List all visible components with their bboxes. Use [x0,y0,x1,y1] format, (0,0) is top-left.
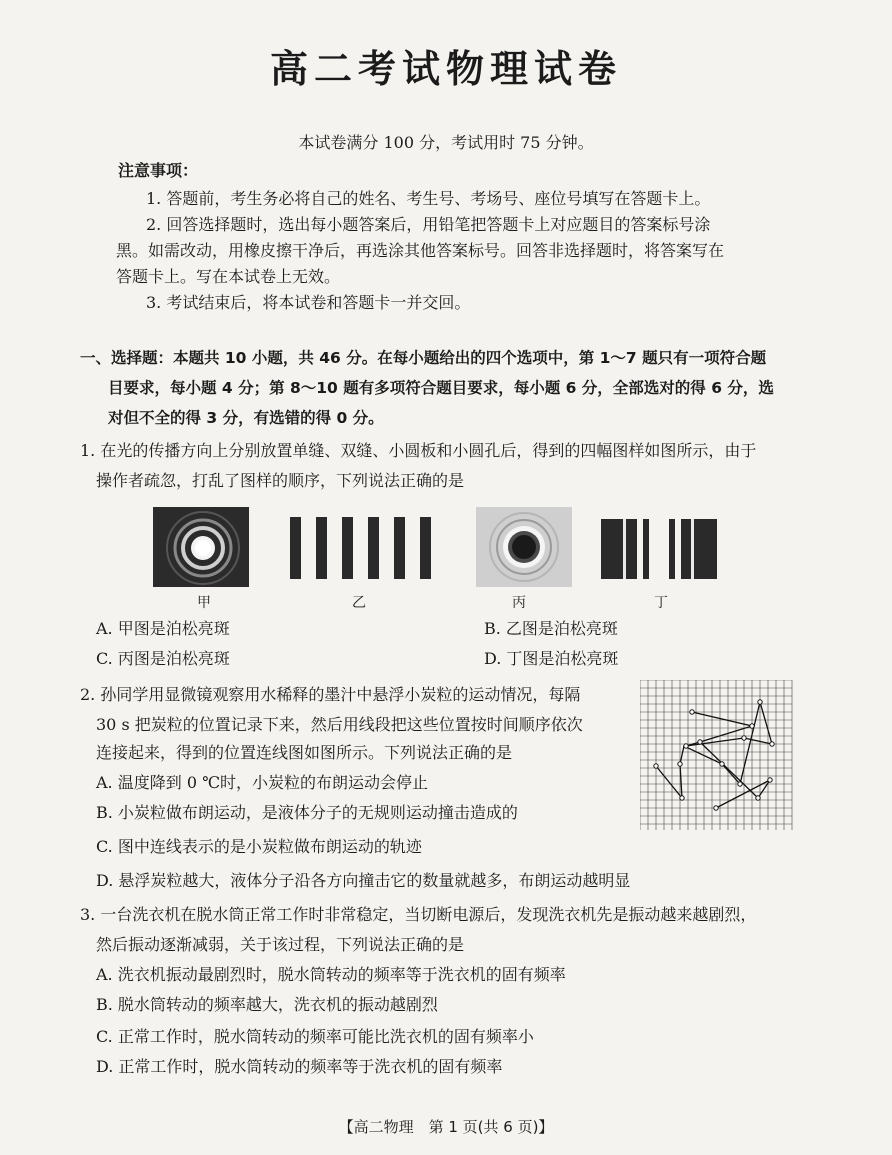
option-b: B. 脱水筒转动的频率越大，洗衣机的振动越剧烈 [96,995,438,1014]
option-a: A. 甲图是泊松亮斑 [96,619,230,638]
option-c: C. 图中连线表示的是小炭粒做布朗运动的轨迹 [96,837,422,856]
figure-label: 丙 [512,595,526,611]
option-a: A. 温度降到 0 ℃时，小炭粒的布朗运动会停止 [96,773,428,792]
question-stem: 然后振动逐渐减弱，关于该过程，下列说法正确的是 [96,935,465,954]
notice-line: 答题卡上。写在本试卷上无效。 [116,267,341,286]
diffraction-pattern-ding [601,519,717,579]
question-stem: 连接起来，得到的位置连线图如图所示。下列说法正确的是 [96,743,513,762]
option-b: B. 小炭粒做布朗运动，是液体分子的无规则运动撞击造成的 [96,803,518,822]
notice-line: 黑。如需改动，用橡皮擦干净后，再选涂其他答案标号。回答非选择题时，将答案写在 [116,241,725,260]
diffraction-pattern-jia [153,507,249,587]
diffraction-pattern-bing [476,507,572,587]
notice-line: 2. 回答选择题时，选出每小题答案后，用铅笔把答题卡上对应题目的答案标号涂 [146,215,711,234]
section-heading: 对但不全的得 3 分，有选错的得 0 分。 [108,409,384,427]
question-stem: 3. 一台洗衣机在脱水筒正常工作时非常稳定，当切断电源后，发现洗衣机先是振动越来越剧烈， [80,905,757,924]
notice-line: 3. 考试结束后，将本试卷和答题卡一并交回。 [146,293,471,312]
option-a: A. 洗衣机振动最剧烈时，脱水筒转动的频率等于洗衣机的固有频率 [96,965,566,984]
option-d: D. 正常工作时，脱水筒转动的频率等于洗衣机的固有频率 [96,1057,503,1076]
question-stem: 1. 在光的传播方向上分别放置单缝、双缝、小圆板和小圆孔后，得到的四幅图样如图所示，由于 [80,441,757,460]
question-stem: 30 s 把炭粒的位置记录下来，然后用线段把这些位置按时间顺序依次 [96,715,583,734]
page-title: 高二考试物理试卷 [269,47,622,91]
brownian-motion-figure [640,680,794,832]
notice-heading: 注意事项： [118,161,199,180]
section-heading: 目要求，每小题 4 分；第 8～10 题有多项符合题目要求，每小题 6 分，全部选对的得 6 分，选 [108,379,774,397]
option-c: C. 正常工作时，脱水筒转动的频率可能比洗衣机的固有频率小 [96,1027,534,1046]
diffraction-pattern-yi [290,517,433,579]
figure-label: 甲 [197,595,211,611]
figure-label: 乙 [352,595,366,611]
option-d: D. 悬浮炭粒越大，液体分子沿各方向撞击它的数量就越多，布朗运动越明显 [96,871,631,890]
figure-label: 丁 [654,595,668,611]
option-d: D. 丁图是泊松亮斑 [484,649,619,668]
notice-line: 1. 答题前，考生务必将自己的姓名、考生号、考场号、座位号填写在答题卡上。 [146,189,711,208]
question-stem: 操作者疏忽，打乱了图样的顺序，下列说法正确的是 [96,471,465,490]
section-heading: 一、选择题：本题共 10 小题，共 46 分。在每小题给出的四个选项中，第 1～7 题只有一项符合题 [80,349,767,367]
page-footer: 【高二物理 第 1 页(共 6 页)】 [338,1118,554,1136]
question-stem: 2. 孙同学用显微镜观察用水稀释的墨汁中悬浮小炭粒的运动情况，每隔 [80,685,581,704]
option-b: B. 乙图是泊松亮斑 [484,619,618,638]
option-c: C. 丙图是泊松亮斑 [96,649,230,668]
exam-info: 本试卷满分 100 分，考试用时 75 分钟。 [298,133,594,152]
